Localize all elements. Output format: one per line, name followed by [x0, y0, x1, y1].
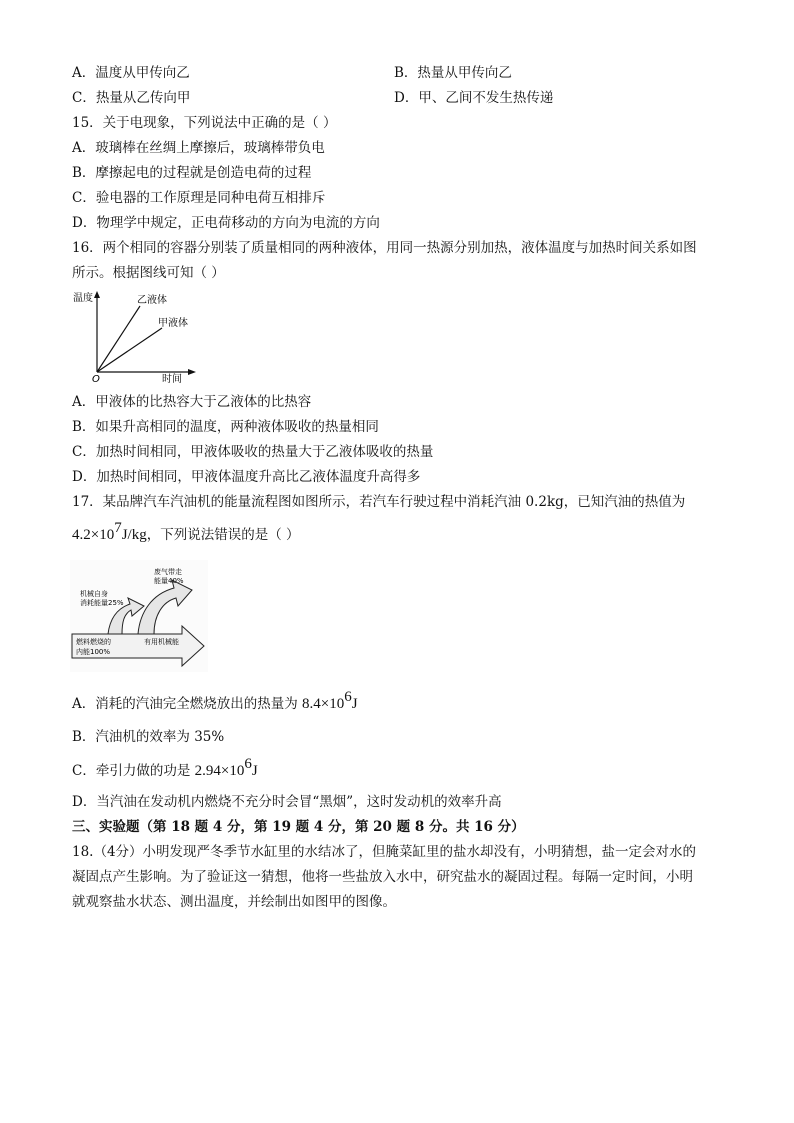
- q17-option-a-unit: J: [351, 696, 358, 712]
- graph-line-yi: [97, 306, 140, 372]
- q14-option-a: A．温度从甲传向乙: [72, 65, 190, 81]
- q16-stem-line2: 所示。根据图线可知（ ）: [72, 265, 225, 281]
- q17-option-c-text: C．牵引力做的功是: [72, 763, 195, 779]
- q14-option-b: B．热量从甲传向乙: [394, 65, 512, 81]
- graph-x-label: 时间: [162, 374, 182, 384]
- q17-option-c-base: 2.94×10: [194, 763, 245, 779]
- machine-label-2: 消耗能量25%: [80, 599, 124, 607]
- q17-option-a: [72, 689, 358, 713]
- graph-line-yi-label: 乙液体: [137, 295, 167, 306]
- machine-label-1: 机械自身: [80, 590, 108, 598]
- q15-option-c: C．验电器的工作原理是同种电荷互相排斥: [72, 190, 326, 206]
- q15-option-a: A．玻璃棒在丝绸上摩擦后，玻璃棒带负电: [72, 140, 325, 156]
- section-3-title: 三、实验题（第 18 题 4 分，第 19 题 4 分，第 20 题 8 分。共 16 分）: [72, 819, 525, 835]
- q17-option-a-text: A．消耗的汽油完全燃烧放出的热量为: [72, 696, 303, 712]
- q17-option-c-unit: J: [251, 763, 258, 779]
- q18-line1: 18.（4分）小明发现严冬季节水缸里的水结冰了，但腌菜缸里的盐水却没有，小明猜想，盐一定会对水的: [72, 844, 697, 860]
- q18-line2: 凝固点产生影响。为了验证这一猜想，他将一些盐放入水中，研究盐水的凝固过程。每隔一定时间，小明: [72, 869, 693, 885]
- heat-value-base: 4.2×10: [72, 527, 115, 543]
- graph-x-arrow: [188, 369, 196, 375]
- q16-option-b: B．如果升高相同的温度，两种液体吸收的热量相同: [72, 419, 379, 435]
- fuel-label-2: 内能100%: [76, 648, 111, 656]
- fuel-label-1: 燃料燃烧的: [76, 638, 111, 646]
- temperature-time-graph: [70, 286, 200, 384]
- useful-label: 有用机械能: [144, 638, 179, 646]
- heat-value-unit: J/kg: [121, 527, 147, 543]
- q17-option-c-exponent: 6: [244, 756, 252, 772]
- q16-option-a: A．甲液体的比热容大于乙液体的比热容: [72, 394, 312, 410]
- graph-y-arrow: [94, 291, 100, 298]
- q14-option-d: D．甲、乙间不发生热传递: [394, 90, 554, 106]
- q17-option-a-exponent: 6: [344, 689, 352, 705]
- q17-stem-line1: 17．某品牌汽车汽油机的能量流程图如图所示，若汽车行驶过程中消耗汽油 0.2kg，已知汽油的热值为: [72, 494, 686, 510]
- graph-line-jia-label: 甲液体: [158, 318, 188, 329]
- q17-stem-line2: [72, 520, 300, 544]
- graph-y-label: 温度: [73, 293, 93, 304]
- q15-option-d: D．物理学中规定，正电荷移动的方向为电流的方向: [72, 215, 380, 231]
- q14-option-c: C．热量从乙传向甲: [72, 90, 191, 106]
- exhaust-label-2: 能量40%: [154, 577, 184, 585]
- graph-line-jia: [97, 328, 162, 372]
- q17-stem-tail: ，下列说法错误的是（ ）: [146, 527, 300, 543]
- q16-option-c: C．加热时间相同，甲液体吸收的热量大于乙液体吸收的热量: [72, 444, 434, 460]
- q18-line3: 就观察盐水状态、测出温度，并绘制出如图甲的图像。: [72, 894, 396, 910]
- graph-origin-label: O: [92, 374, 100, 384]
- exhaust-label-1: 废气带走: [154, 568, 182, 576]
- q17-option-a-base: 8.4×10: [302, 696, 345, 712]
- q17-option-d: D．当汽油在发动机内燃烧不充分时会冒“黑烟”，这时发动机的效率升高: [72, 794, 502, 810]
- energy-flow-diagram: [70, 560, 208, 672]
- heat-value-exponent: 7: [114, 520, 122, 536]
- q16-option-d: D．加热时间相同，甲液体温度升高比乙液体温度升高得多: [72, 469, 421, 485]
- q15-option-b: B．摩擦起电的过程就是创造电荷的过程: [72, 165, 312, 181]
- q15-stem: 15．关于电现象，下列说法中正确的是（ ）: [72, 115, 337, 131]
- q17-option-b: B．汽油机的效率为 35%: [72, 729, 225, 745]
- q17-option-c: [72, 756, 258, 780]
- q16-stem-line1: 16．两个相同的容器分别装了质量相同的两种液体，用同一热源分别加热，液体温度与加热时间关系如图: [72, 240, 697, 256]
